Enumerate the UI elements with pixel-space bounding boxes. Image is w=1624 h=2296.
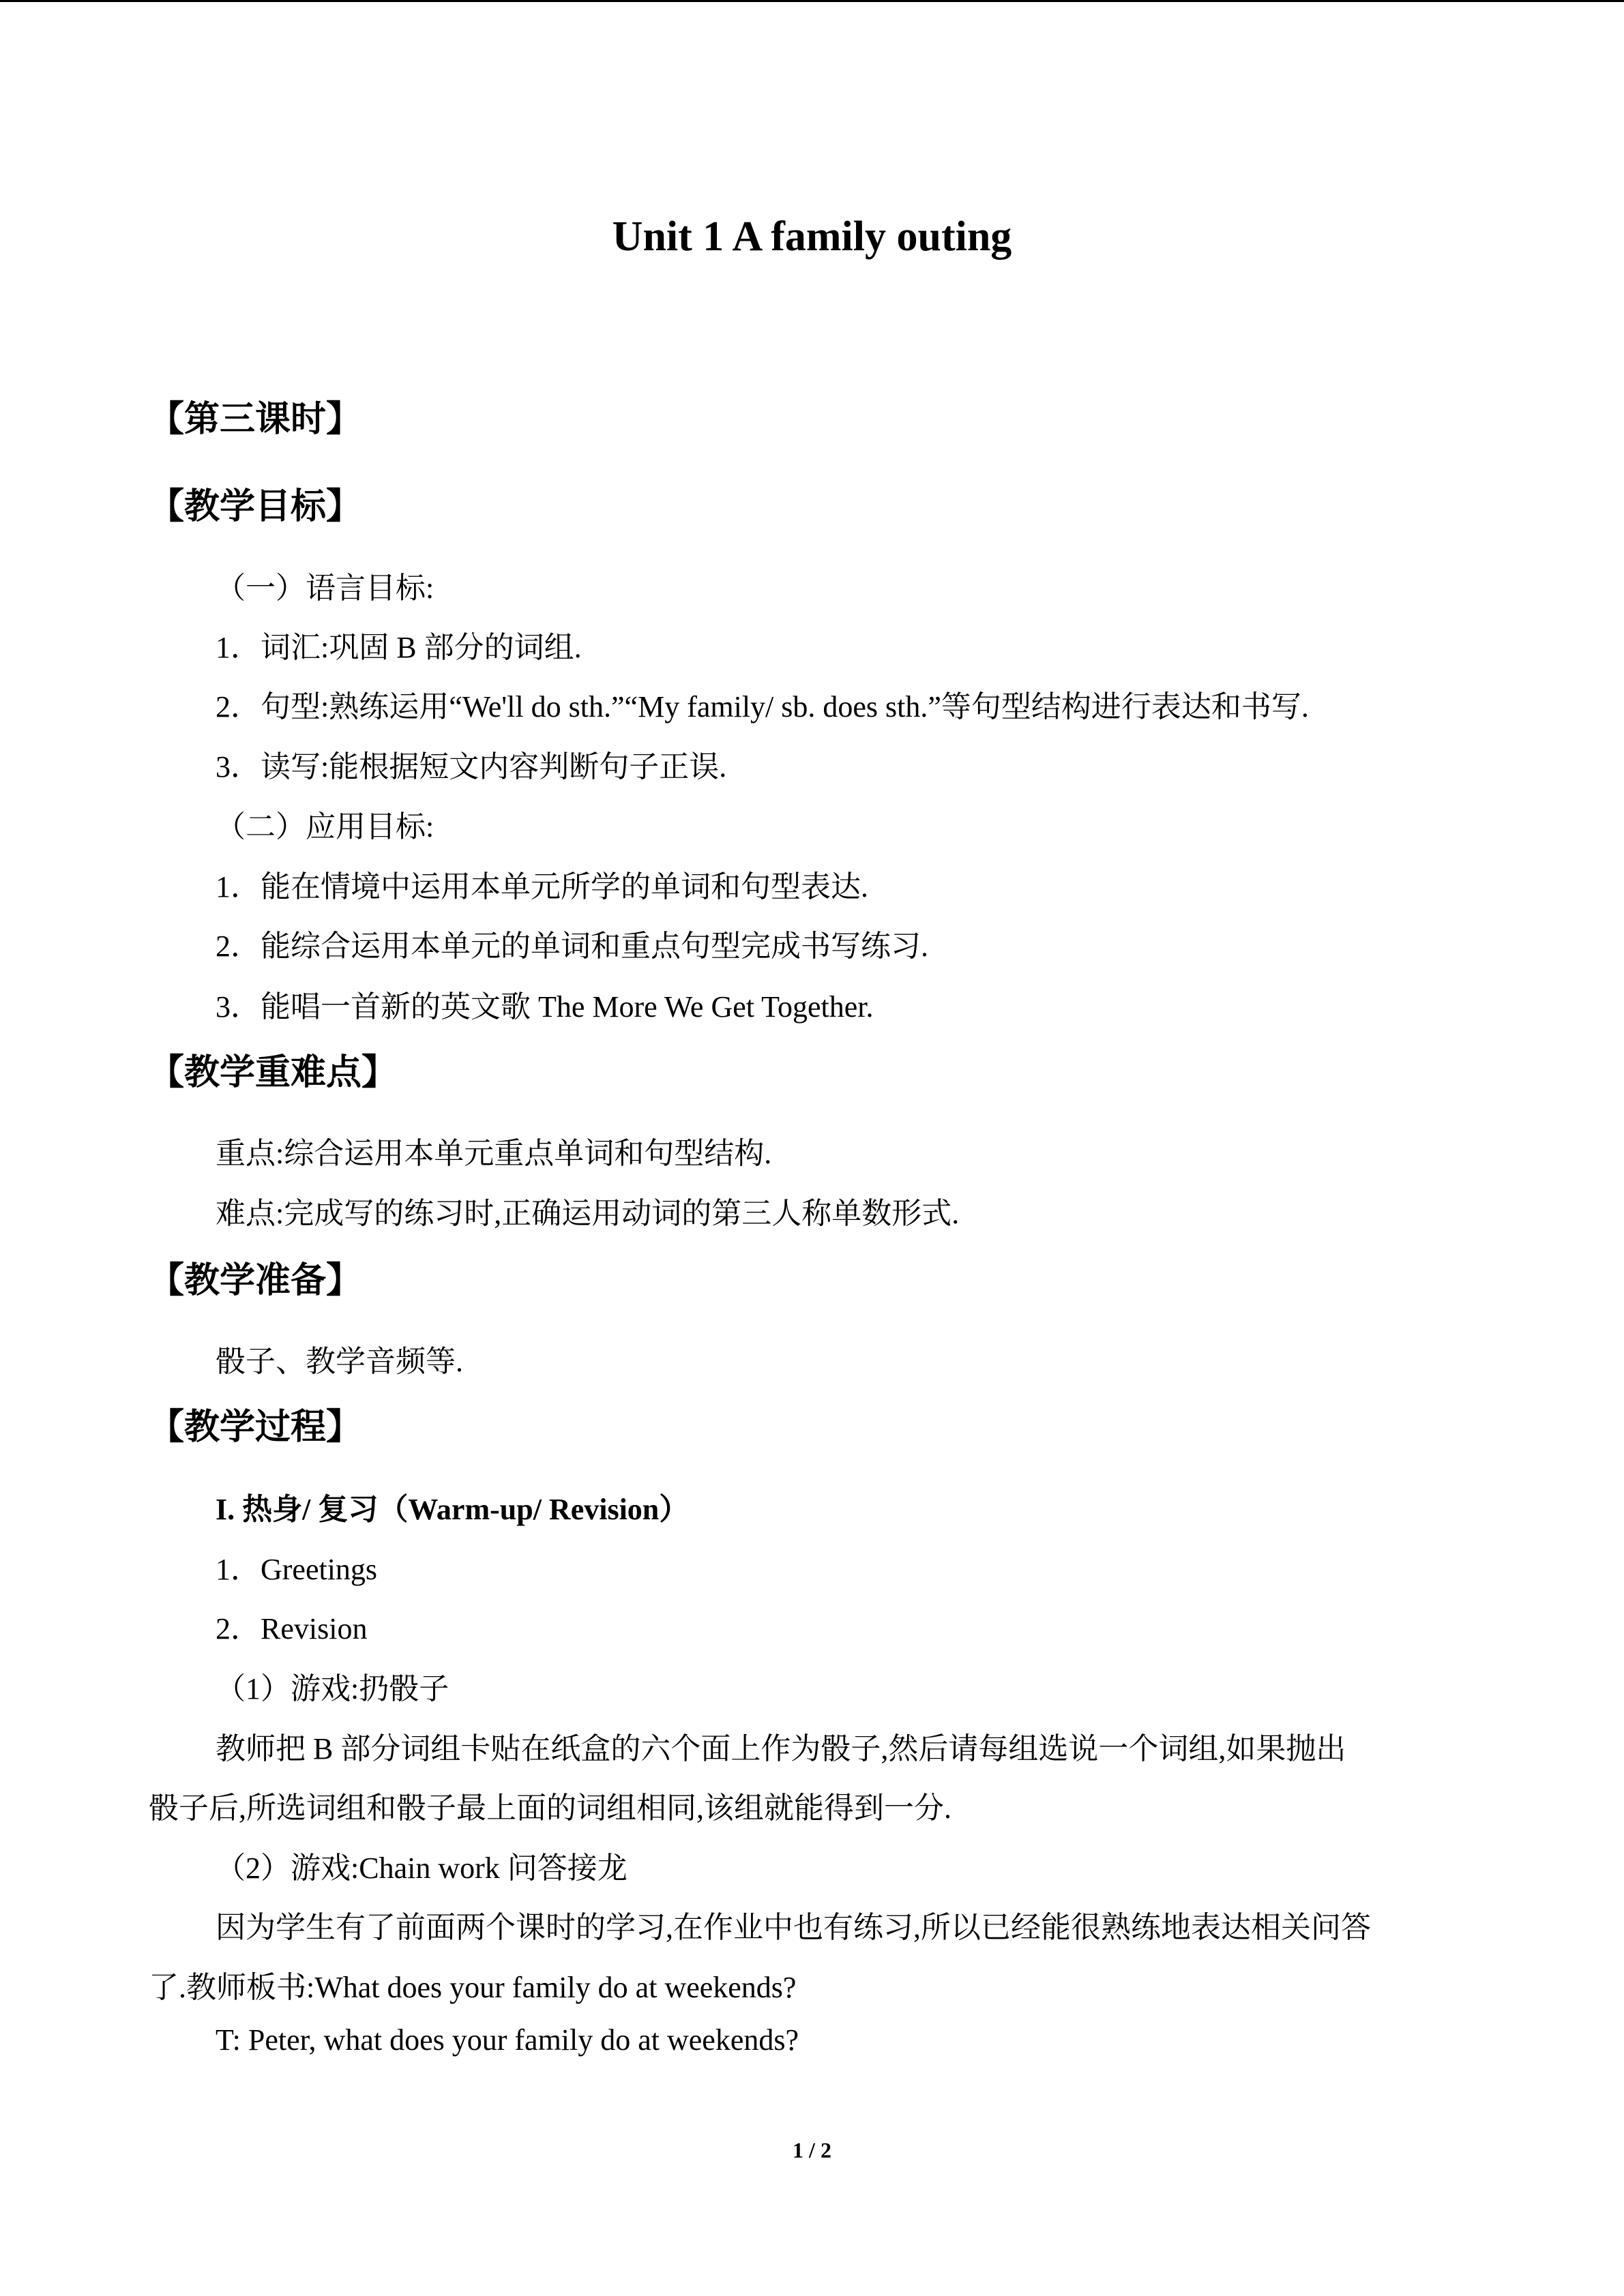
page-number: 1 / 2 [793,2138,831,2162]
language-goal-item: 1．词汇:巩固 B 部分的词组. [216,631,582,664]
language-goals-heading: （一）语言目标: [216,571,434,605]
game-title: （2）游戏:Chain work 问答接龙 [216,1851,628,1885]
key-point-difficulty: 难点:完成写的练习时,正确运用动词的第三人称单数形式. [216,1197,960,1230]
paragraph-line: 骰子后,所选词组和骰子最上面的词组相同,该组就能得到一分. [149,1791,951,1825]
preparation-text: 骰子、教学音频等. [216,1345,463,1378]
application-goal-item: 2．能综合运用本单元的单词和重点句型完成书写练习. [216,929,928,963]
process-item: 2．Revision [216,1612,368,1645]
game-title: （1）游戏:扔骰子 [216,1672,449,1705]
section-heading-process: 【教学过程】 [149,1407,362,1448]
section-heading-key-points: 【教学重难点】 [149,1052,398,1093]
paragraph-line: 因为学生有了前面两个课时的学习,在作业中也有练习,所以已经能很熟练地表达相关问答 [216,1911,1371,1944]
process-step-heading: I. 热身/ 复习（Warm-up/ Revision） [216,1493,690,1526]
section-heading-goals: 【教学目标】 [149,486,362,527]
lesson-label: 【第三课时】 [149,399,362,440]
process-item: 1．Greetings [216,1553,378,1586]
top-border [0,0,1624,2]
application-goal-item: 1．能在情境中运用本单元所学的单词和句型表达. [216,870,868,904]
language-goal-item: 2．句型:熟练运用“We'll do sth.”“My family/ sb. does sth.”等句型结构进行表达和书写. [216,690,1309,724]
document-title: Unit 1 A family outing [612,213,1012,260]
dialogue-line: T: Peter, what does your family do at weekends? [216,2023,799,2057]
language-goal-item: 3．读写:能根据短文内容判断句子正误. [216,750,727,784]
paragraph-line: 了.教师板书:What does your family do at weekends? [149,1971,797,2004]
application-goal-item: 3．能唱一首新的英文歌 The More We Get Together. [216,990,874,1024]
application-goals-heading: （二）应用目标: [216,810,434,844]
paragraph-line: 教师把 B 部分词组卡贴在纸盒的六个面上作为骰子,然后请每组选说一个词组,如果抛出 [216,1732,1346,1765]
key-point-focus: 重点:综合运用本单元重点单词和句型结构. [216,1137,772,1170]
section-heading-preparation: 【教学准备】 [149,1260,362,1301]
